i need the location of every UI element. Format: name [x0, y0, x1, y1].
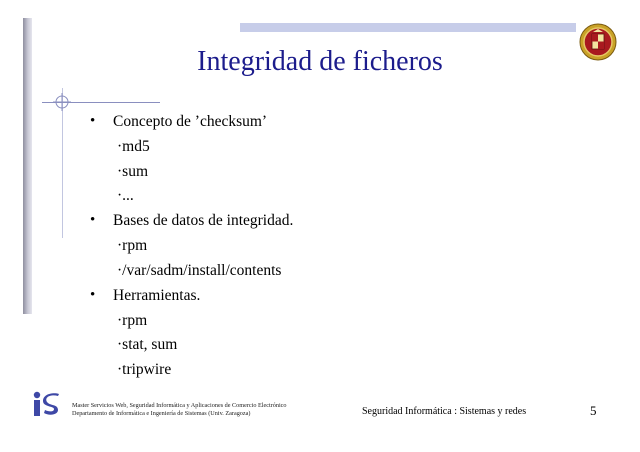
bullet-item: Bases de datos de integridad. [113, 212, 294, 229]
bullet-marker: • [90, 287, 96, 303]
sub-item: ·sum [117, 163, 148, 180]
sub-item: ·/var/sadm/install/contents [117, 262, 282, 279]
sub-item: ·md5 [117, 138, 150, 155]
bullet-item: Concepto de ’checksum’ [113, 113, 268, 130]
left-decorative-bar [23, 18, 32, 314]
page-number: 5 [590, 403, 597, 418]
footer-line-2: Departamento de Informática e Ingeniería de Sistemas (Univ. Zaragoza) [72, 410, 251, 417]
top-decorative-bar [240, 23, 576, 32]
bullet-marker: • [90, 212, 96, 228]
footer-course: Seguridad Informática : Sistemas y redes [362, 406, 527, 417]
sub-item: ·rpm [117, 312, 148, 329]
bullet-item: Herramientas. [113, 287, 201, 304]
crosshair-icon [53, 93, 71, 111]
sub-item: ·stat, sum [117, 336, 178, 353]
footer-line-1: Master Servicios Web, Seguridad Informática y Aplicaciones de Comercio Electrónico [72, 402, 287, 409]
sub-item: ·tripwire [117, 361, 172, 378]
is-logo-icon [33, 391, 65, 417]
slide-title: Integridad de ficheros [197, 46, 443, 77]
footer-institution [72, 402, 287, 418]
sub-item: ·rpm [117, 237, 148, 254]
sub-item: ·... [117, 187, 134, 204]
bullet-marker: • [90, 113, 96, 129]
university-seal-icon [579, 23, 617, 61]
